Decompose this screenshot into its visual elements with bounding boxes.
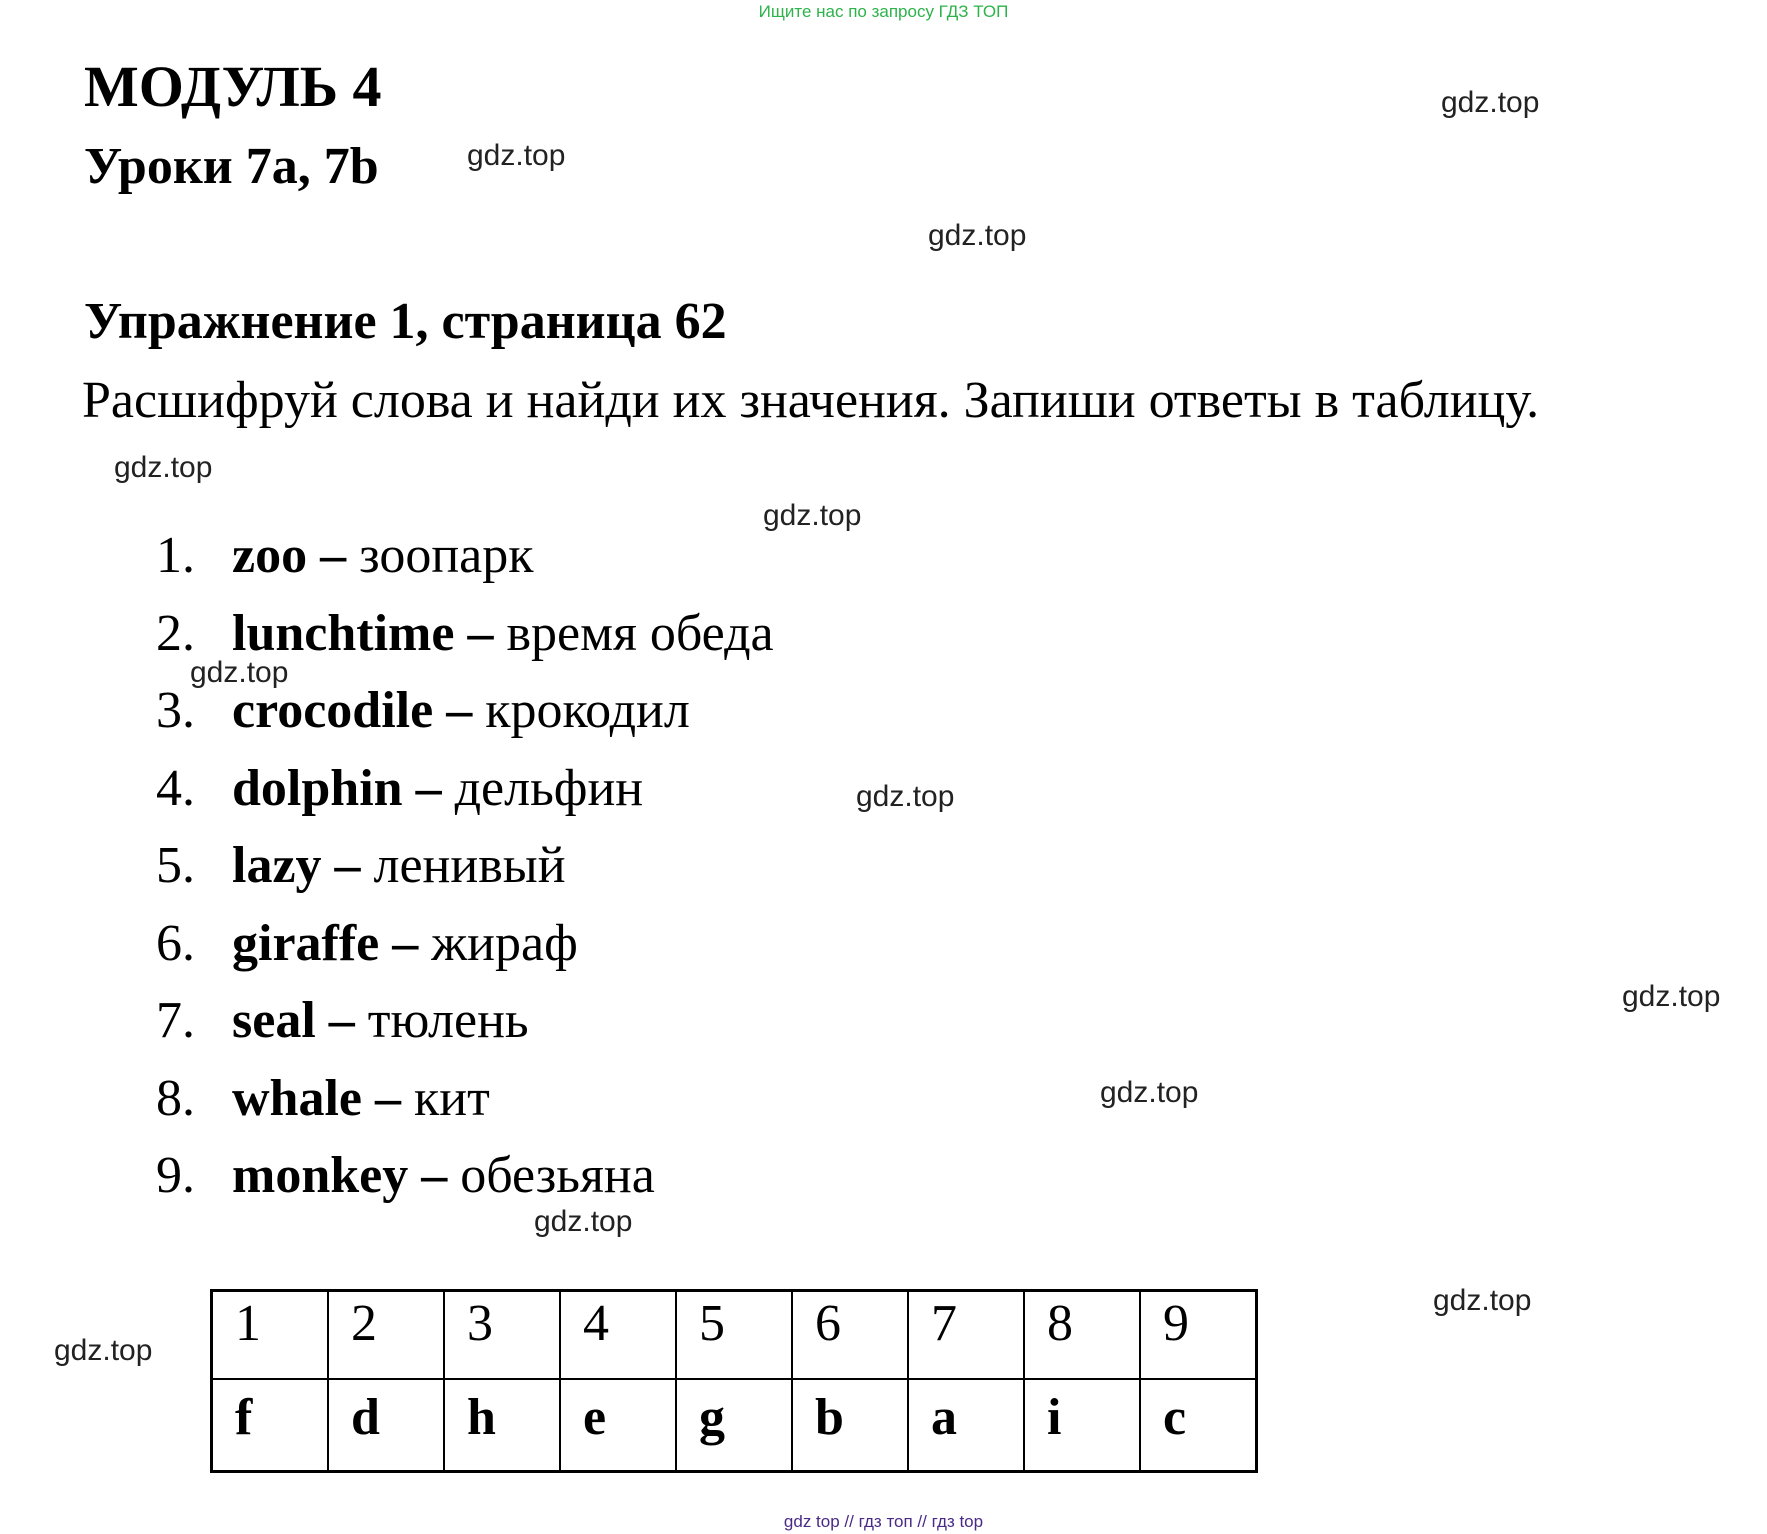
dash: – bbox=[320, 527, 347, 584]
list-item bbox=[156, 683, 774, 761]
dash: – bbox=[446, 682, 473, 739]
table-cell-letter: h bbox=[444, 1379, 560, 1472]
table-cell-number: 7 bbox=[908, 1291, 1024, 1380]
table-cell-letter: g bbox=[676, 1379, 792, 1472]
table-cell-number: 1 bbox=[212, 1291, 329, 1380]
watermark: gdz.top bbox=[54, 1334, 153, 1367]
dash: – bbox=[392, 914, 419, 972]
watermark: gdz.top bbox=[534, 1205, 633, 1238]
list-item bbox=[156, 528, 774, 606]
watermark: gdz.top bbox=[190, 656, 289, 689]
watermark: gdz.top bbox=[1100, 1076, 1199, 1109]
dash: – bbox=[415, 759, 442, 817]
russian-translation: зоопарк bbox=[359, 527, 534, 584]
list-item bbox=[156, 993, 774, 1071]
dash: – bbox=[334, 837, 361, 894]
english-word: crocodile bbox=[232, 682, 434, 739]
english-word: monkey bbox=[232, 1147, 409, 1204]
russian-translation: крокодил bbox=[485, 682, 690, 739]
table-cell-number: 3 bbox=[444, 1291, 560, 1380]
dash: – bbox=[375, 1069, 401, 1127]
table-cell-letter: c bbox=[1140, 1379, 1257, 1472]
table-row bbox=[212, 1291, 1257, 1380]
russian-translation: время обеда bbox=[506, 604, 774, 662]
exercise-title: Упражнение 1, страница 62 bbox=[84, 293, 727, 350]
table-cell-number: 8 bbox=[1024, 1291, 1140, 1380]
dash: – bbox=[328, 992, 355, 1049]
item-number: 6. bbox=[156, 914, 195, 972]
dash: – bbox=[467, 604, 494, 662]
english-word: whale bbox=[232, 1069, 362, 1127]
russian-translation: обезьяна bbox=[460, 1147, 655, 1204]
table-cell-number: 9 bbox=[1140, 1291, 1257, 1380]
list-item bbox=[156, 838, 774, 916]
russian-translation: кит bbox=[414, 1069, 490, 1127]
table-cell-letter: f bbox=[212, 1379, 329, 1472]
item-number: 2. bbox=[156, 604, 195, 662]
watermark: gdz.top bbox=[1622, 980, 1721, 1013]
item-number: 3. bbox=[156, 682, 195, 739]
russian-translation: жираф bbox=[431, 914, 578, 972]
word-list bbox=[156, 528, 774, 1226]
instruction-text: Расшифруй слова и найди их значения. Запиши ответы в таблицу. bbox=[82, 372, 1540, 429]
table-cell-letter: a bbox=[908, 1379, 1024, 1472]
watermark: gdz.top bbox=[763, 499, 862, 532]
english-word: lazy bbox=[232, 837, 322, 894]
table-row bbox=[212, 1379, 1257, 1472]
table-cell-letter: e bbox=[560, 1379, 676, 1472]
table-cell-number: 5 bbox=[676, 1291, 792, 1380]
list-item bbox=[156, 1071, 774, 1149]
item-number: 1. bbox=[156, 527, 195, 584]
table-cell-letter: b bbox=[792, 1379, 908, 1472]
table-cell-number: 2 bbox=[328, 1291, 444, 1380]
watermark: gdz.top bbox=[1433, 1284, 1532, 1317]
english-word: lunchtime bbox=[232, 604, 455, 662]
english-word: giraffe bbox=[232, 914, 380, 972]
list-item bbox=[156, 916, 774, 994]
list-item bbox=[156, 606, 774, 684]
list-item bbox=[156, 761, 774, 839]
watermark: gdz.top bbox=[1441, 86, 1540, 119]
table-cell-letter: d bbox=[328, 1379, 444, 1472]
item-number: 8. bbox=[156, 1069, 195, 1127]
table-cell-number: 4 bbox=[560, 1291, 676, 1380]
watermark: gdz.top bbox=[114, 451, 213, 484]
top-banner: Ищите нас по запросу ГДЗ ТОП bbox=[758, 2, 1009, 21]
watermark: gdz.top bbox=[467, 139, 566, 172]
bottom-links[interactable]: gdz top // гдз топ // гдз top bbox=[783, 1512, 984, 1531]
module-title: МОДУЛЬ 4 bbox=[84, 54, 382, 119]
dash: – bbox=[421, 1147, 448, 1204]
lessons-title: Уроки 7a, 7b bbox=[84, 138, 379, 195]
item-number: 5. bbox=[156, 837, 195, 894]
item-number: 4. bbox=[156, 759, 195, 817]
watermark: gdz.top bbox=[928, 219, 1027, 252]
table-cell-letter: i bbox=[1024, 1379, 1140, 1472]
english-word: seal bbox=[232, 992, 316, 1049]
russian-translation: ленивый bbox=[373, 837, 566, 894]
watermark: gdz.top bbox=[856, 780, 955, 813]
list-item bbox=[156, 1148, 774, 1226]
english-word: zoo bbox=[232, 527, 308, 584]
answer-table bbox=[210, 1289, 1258, 1473]
table-cell-number: 6 bbox=[792, 1291, 908, 1380]
russian-translation: тюлень bbox=[367, 992, 529, 1049]
item-number: 9. bbox=[156, 1147, 195, 1204]
russian-translation: дельфин bbox=[454, 759, 644, 817]
english-word: dolphin bbox=[232, 759, 403, 817]
item-number: 7. bbox=[156, 992, 195, 1049]
